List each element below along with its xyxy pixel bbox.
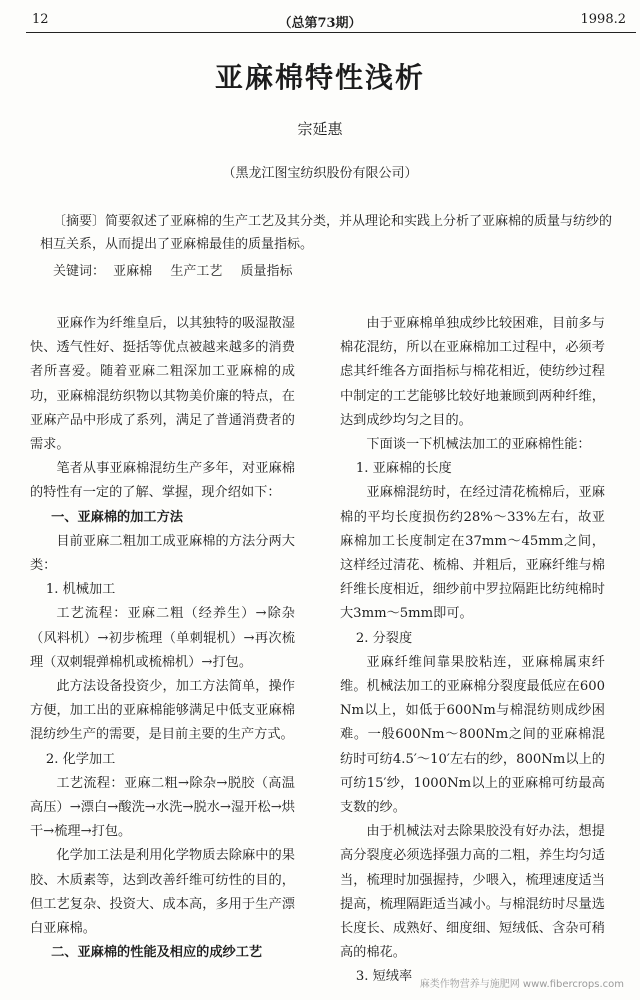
body-paragraph: 亚麻纤维间靠果胶粘连，亚麻棉属束纤维。机械法加工的亚麻棉分裂度最低应在600Nm以上，如低于600Nm与棉混纺则成纱困难。一般600Nm～800Nm之间的亚麻棉混纺时可纺4.5′～10′左右的纱，800Nm以上的可纺15′纱，1000Nm以上的亚麻棉可纺最高支数的纱。 bbox=[340, 654, 605, 816]
author-name: 宗延惠 bbox=[297, 120, 343, 138]
section-heading: 3. 短绒率 bbox=[355, 969, 413, 985]
page-number: 12 bbox=[32, 12, 49, 27]
header-rule bbox=[26, 32, 636, 33]
author-affiliation: （黑龙江图宝纺织股份有限公司） bbox=[222, 166, 418, 181]
keyword-item: 亚麻棉 bbox=[113, 264, 153, 279]
body-paragraph: 工艺流程：亚麻二粗→除杂→脱胶（高温高压）→漂白→酸洗→水洗→脱水→湿开松→烘干→梳理→打包。 bbox=[30, 775, 295, 840]
keywords bbox=[53, 262, 620, 282]
abstract bbox=[40, 210, 620, 256]
body-column-right bbox=[340, 312, 605, 990]
body-paragraph: 目前亚麻二粗加工成亚麻棉的方法分两大类： bbox=[30, 533, 295, 574]
keyword-item: 质量指标 bbox=[240, 264, 293, 279]
issue-date: 1998.2 bbox=[580, 12, 626, 27]
body-paragraph: 化学加工法是利用化学物质去除麻中的果胶、木质素等，达到改善纤维可纺性的目的，但工艺复杂、投资大、成本高，多用于生产漂白亚麻棉。 bbox=[30, 848, 295, 937]
body-paragraph: 亚麻作为纤维皇后，以其独特的吸湿散湿快、透气性好、挺括等优点被越来越多的消费者所喜爱。随着亚麻二粗深加工亚麻棉的成功，亚麻棉混纺织物以其物美价廉的特点，在亚麻产品中形成了系列，满足了普通消费者的需求。 bbox=[30, 316, 295, 453]
body-paragraph: 下面谈一下机械法加工的亚麻棉性能： bbox=[366, 437, 591, 453]
body-paragraph: 此方法设备投资少，加工方法简单，操作方便，加工出的亚麻棉能够满足中低支亚麻棉混纺纱生产的需要，是目前主要的生产方式。 bbox=[30, 679, 295, 743]
body-paragraph: 由于亚麻棉单独成纱比较困难，目前多与棉花混纺，所以在亚麻棉加工过程中，必须考虑其纤维各方面指标与棉花相近，使纺纱过程中制定的工艺能够比较好地兼顾到两种纤维，达到成纱均匀之目的。 bbox=[340, 316, 605, 428]
body-paragraph: 由于机械法对去除果胶没有好办法，想提高分裂度必须选择强力高的二粗，养生均匀适当，梳理时加强握持，少喂入，梳理速度适当提高，梳理隔距适当减小。与棉混纺时尽量选长度长、成熟好、细度细、短绒低、含杂可稍高的棉花。 bbox=[340, 824, 605, 961]
issue-number: （总第73期） bbox=[278, 16, 362, 31]
body-paragraph: 笔者从事亚麻棉混纺生产多年，对亚麻棉的特性有一定的了解、掌握，现介绍如下： bbox=[30, 461, 295, 501]
keywords-label: 关键词： bbox=[53, 264, 106, 279]
section-heading: 1. 亚麻棉的长度 bbox=[355, 461, 452, 477]
watermark-text: 麻类作物营养与施肥网 www.fibercrops.com bbox=[419, 979, 624, 990]
body-column-left bbox=[30, 312, 295, 965]
section-heading: 二、亚麻棉的性能及相应的成纱工艺 bbox=[51, 945, 263, 961]
body-paragraph: 亚麻棉混纺时，在经过清花梳棉后，亚麻棉的平均长度损伤约28%～33%左右，故亚麻棉加工长度制定在37mm～45mm之间，这样经过清花、梳棉、并粗后，亚麻纤维与棉纤维长度相近，细纱前中罗拉隔距比纺纯棉时大3mm～5mm即可。 bbox=[340, 485, 605, 622]
section-heading: 1. 机械加工 bbox=[45, 582, 116, 598]
section-heading: 一、亚麻棉的加工方法 bbox=[51, 509, 183, 525]
section-heading: 2. 分裂度 bbox=[355, 630, 413, 646]
body-paragraph: 工艺流程：亚麻二粗（经养生）→除杂（风料机）→初步梳理（单刺辊机）→再次梳理（双刺辊弹棉机或梳棉机）→打包。 bbox=[30, 606, 295, 670]
article-title: 亚麻棉特性浅析 bbox=[214, 61, 425, 94]
running-header bbox=[0, 10, 640, 32]
keyword-item: 生产工艺 bbox=[170, 264, 223, 279]
section-heading: 2. 化学加工 bbox=[45, 751, 116, 767]
abstract-text: 〔摘要〕简要叙述了亚麻棉的生产工艺及其分类，并从理论和实践上分析了亚麻棉的质量与纺纱的相互关系，从而提出了亚麻棉最佳的质量指标。 bbox=[40, 214, 613, 252]
